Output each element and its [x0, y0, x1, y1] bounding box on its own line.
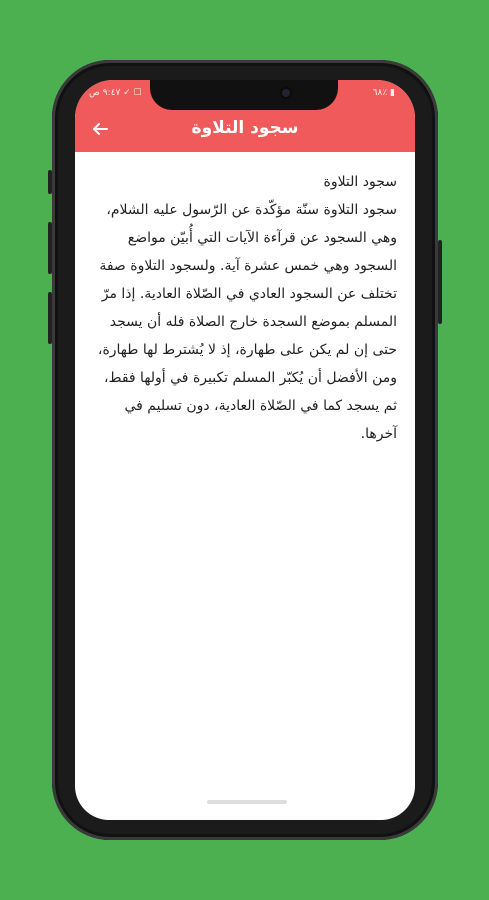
status-bar-left: ٩:٤٧ ص ✓ ☐ — [89, 88, 142, 98]
status-bar-right: ٦٨٪ ▮ — [372, 88, 395, 98]
phone-power-button — [438, 240, 442, 324]
phone-volume-up — [48, 222, 52, 274]
article-heading: سجود التلاوة — [323, 174, 397, 190]
phone-notch — [150, 80, 338, 110]
article-content — [97, 168, 397, 448]
app-screen — [75, 80, 415, 820]
article-paragraph: سجود التلاوة سنّة مؤكّدة عن الرّسول عليه الشلام، وهي السجود عن قرآءة الآيات التي أُبيّن مواضع السجود وهي خمس عشرة آية. ولسجود التلاوة صفة تختلف عن السجود العادي في الصّلاة العادية. إذا مرّ المسلم بموضع السجدة خارج الصلاة فله أن يسجد حتى إن لم يكن على طهارة، إذ لا يُشترط لها طهارة، ومن الأفضل أن يُكبّر المسلم تكبيرة في أولها فقط، ثم يسجد كما في الصّلاة العادية، دون تسليم في آخرها. — [97, 202, 397, 442]
front-camera-icon — [282, 89, 290, 97]
phone-side-button — [48, 170, 52, 194]
home-indicator — [207, 800, 287, 804]
phone-volume-down — [48, 292, 52, 344]
page-title: سجود التلاوة — [191, 118, 299, 138]
